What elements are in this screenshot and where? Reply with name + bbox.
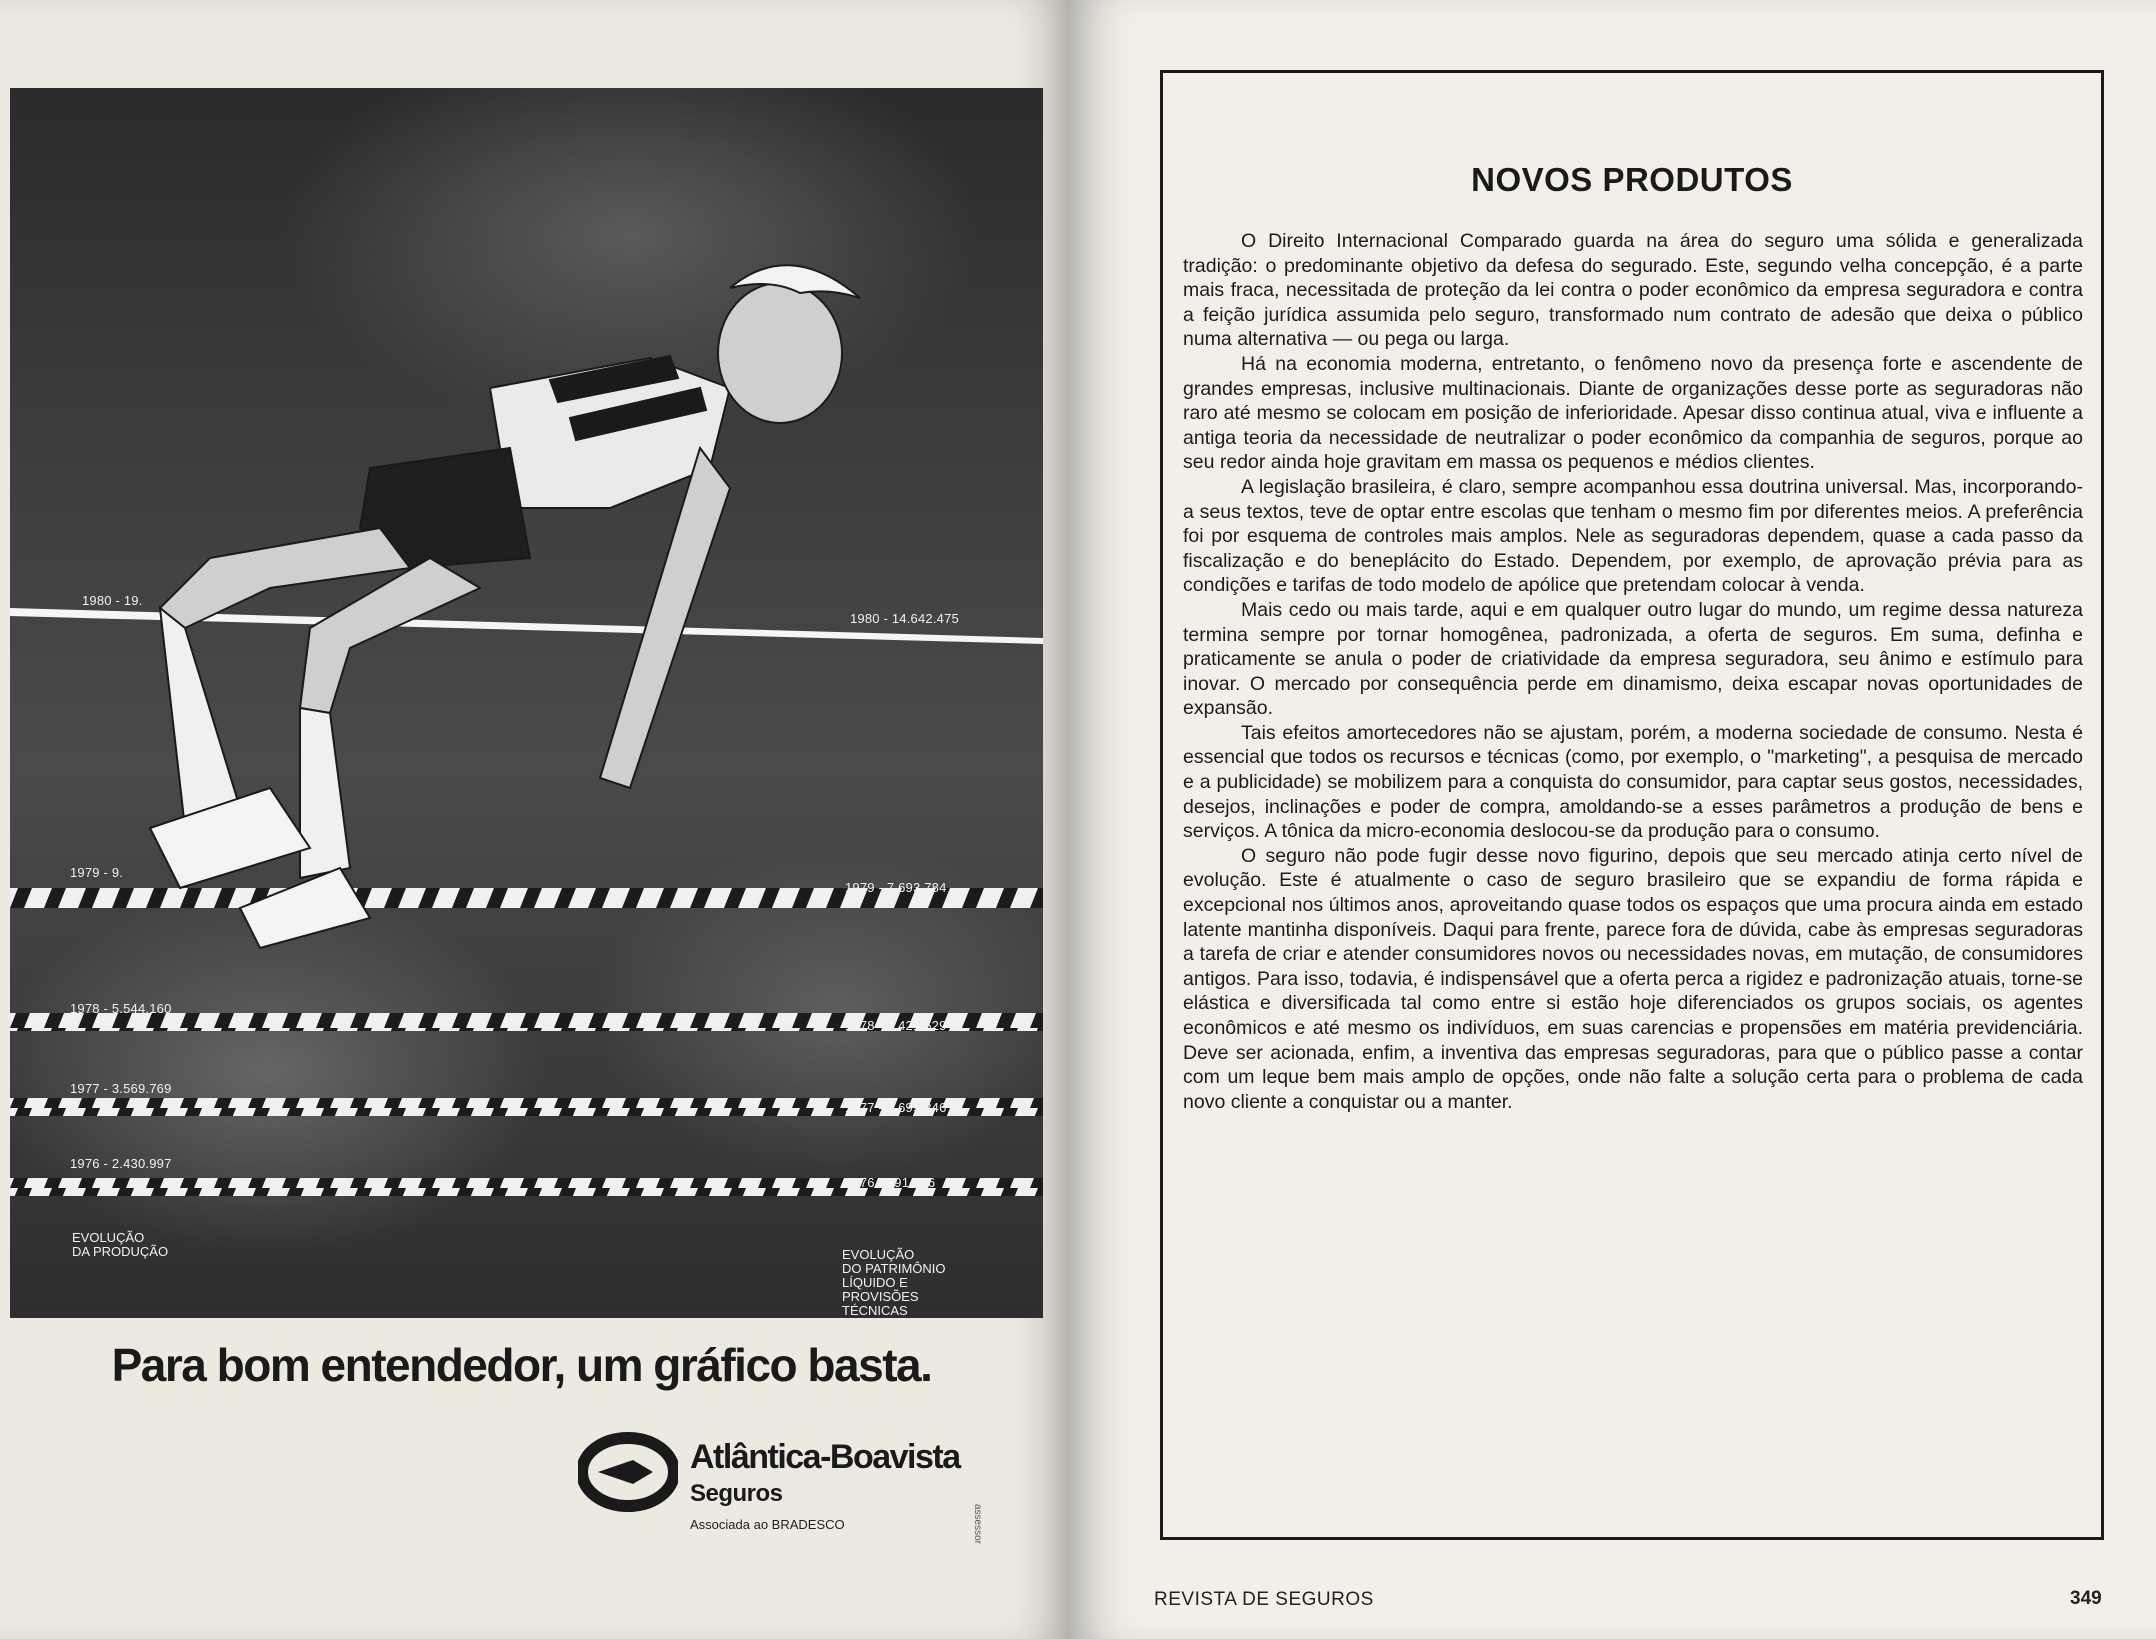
bar-label-right-1976: 1976 - 991.486 <box>845 1175 936 1190</box>
bar-label-right-1980: 1980 - 14.642.475 <box>850 611 959 626</box>
brand-sub: Seguros <box>690 1480 783 1507</box>
brand-name: Atlântica-Boavista <box>690 1438 960 1476</box>
article-body <box>1183 229 2083 1114</box>
brand-logo <box>578 1428 960 1538</box>
bar-label-right-1979: 1979 - 7.693.784 <box>845 880 947 895</box>
caption-production: EVOLUÇÃO DA PRODUÇÃO <box>72 1230 169 1259</box>
bar-label-left-1977: 1977 - 3.569.769 <box>70 1081 172 1096</box>
bar-label-left-1976: 1976 - 2.430.997 <box>70 1156 172 1171</box>
page-number: 349 <box>2070 1588 2102 1609</box>
advert-slogan: Para bom entendedor, um gráfico basta. <box>111 1339 932 1391</box>
agency-credit: assessor <box>972 1504 983 1545</box>
article-paragraph: O seguro não pode fugir desse novo figurino, depois que seu mercado atinja certo nível de evolução. Este é atualmente o caso de seguro brasileiro que se expandiu de forma rápida e excepcional nos últimos anos, aproveitando quase todos os espaços que uma procura ainda em estado latente mantinha disponíveis. Daqui para frente, parece fora de dúvida, cabe às empresas seguradoras a tarefa de criar e atender consumidores novos ou necessidades novas, em mutação, de consumidores antigos. Para isso, todavia, é indispensável que a oferta perca a rigidez e padronização atuais, torne-se elástica e diversificada tal como entre si estão hoje diferenciados os grupos sociais, os agentes econômicos e até mesmo os indivíduos, em suas carencias e propensões em matéria previdenciária. Deve ser acionada, enfim, a inventiva das empresas seguradoras, para que o público passe a contar com um leque bem mais amplo de opções, onde não falte a solução certa para o problema de cada novo cliente a conquistar ou a manter. <box>1183 844 2083 1113</box>
athlete-figure <box>150 265 860 948</box>
article-paragraph: A legislação brasileira, é claro, sempre acompanhou essa doutrina universal. Mas, incorporando-a seus textos, teve de optar entre escolas que tenham o mesmo fim por diferentes meios. A preferência foi por esquema de controles mais amplos. Nele as seguradoras dependem, quase a cada passo da fiscalização e do beneplácito do Estado. Dependem, por exemplo, de aprovação prévia para as condições e tarifas de todo modelo de apólice que pretendam colocar à venda. <box>1183 475 2083 597</box>
brand-association: Associada ao BRADESCO <box>690 1517 845 1532</box>
bar-label-left-1980: 1980 - 19. <box>82 593 143 608</box>
article-paragraph: Tais efeitos amortecedores não se ajustam, porém, a moderna sociedade de consumo. Nesta é essencial que todos os recursos e técnicas (como, por exemplo, o "marketing", a pesquisa de mercado e a publicidade) se mobilizem para a conquista do consumidor, para captar seus gostos, necessidades, desejos, inclinações e poder de compra, amoldando-se a esses parâmetros a produção de bens e serviços. A tônica da micro-economia deslocou-se da produção para o consumo. <box>1183 721 2083 843</box>
advert-page <box>0 0 1070 1639</box>
publication-title: REVISTA DE SEGUROS <box>1154 1589 1374 1610</box>
bar-label-left-1979: 1979 - 9. <box>70 865 124 880</box>
article-paragraph: O Direito Internacional Comparado guarda na área do seguro uma sólida e generalizada tradição: o predominante objetivo da defesa do segurado. Este, segundo velha concepção, é a parte mais fraca, necessitada de proteção da lei contra o poder econômico da empresa seguradora e contra a feição jurídica assumida pelo seguro, transformado num contrato de adesão que deixa o público numa alternativa — ou pega ou larga. <box>1183 230 2083 351</box>
bar-label-right-1978: 1978 - 4.421.629 <box>845 1018 947 1033</box>
photo-illustration <box>10 88 1043 1318</box>
high-jump-photo <box>10 88 1043 1318</box>
article-title: NOVOS PRODUTOS <box>1471 161 1793 198</box>
article-paragraph: Há na economia moderna, entretanto, o fenômeno novo da presença forte e ascendente de grandes empresas, inclusive multinacionais. Diante de organizações desse porte as seguradoras não raro até mesmo se colocam em posição de inferioridade. Apesar disso continua atual, viva e influente a antiga teoria da necessidade de neutralizar o poder econômico da companhia de seguros, porque ao seu redor ainda hoje gravitam em massa os pequenos e médios clientes. <box>1183 352 2083 474</box>
brand-logo-icon <box>578 1432 678 1512</box>
bar-label-right-1977: 1977 - 1.699.246 <box>845 1100 947 1115</box>
article-paragraph: Mais cedo ou mais tarde, aqui e em qualquer outro lugar do mundo, um regime dessa natureza termina sempre por tornar homogênea, padronizada, a oferta de seguros. Em suma, definha e praticamente se anula o poder de criatividade da empresa seguradora, seu ânimo e estímulo para inovar. O mercado por consequência perde em dinamismo, deixa escapar novas oportunidades de expansão. <box>1183 598 2083 720</box>
article-box <box>1160 70 2104 1540</box>
caption-equity: EVOLUÇÃO DO PATRIMÔNIO LÍQUIDO E PROVISÕES TÉCNICAS <box>842 1247 946 1318</box>
bar-label-left-1978: 1978 - 5.544.160 <box>70 1001 172 1016</box>
article-page <box>1070 0 2156 1639</box>
